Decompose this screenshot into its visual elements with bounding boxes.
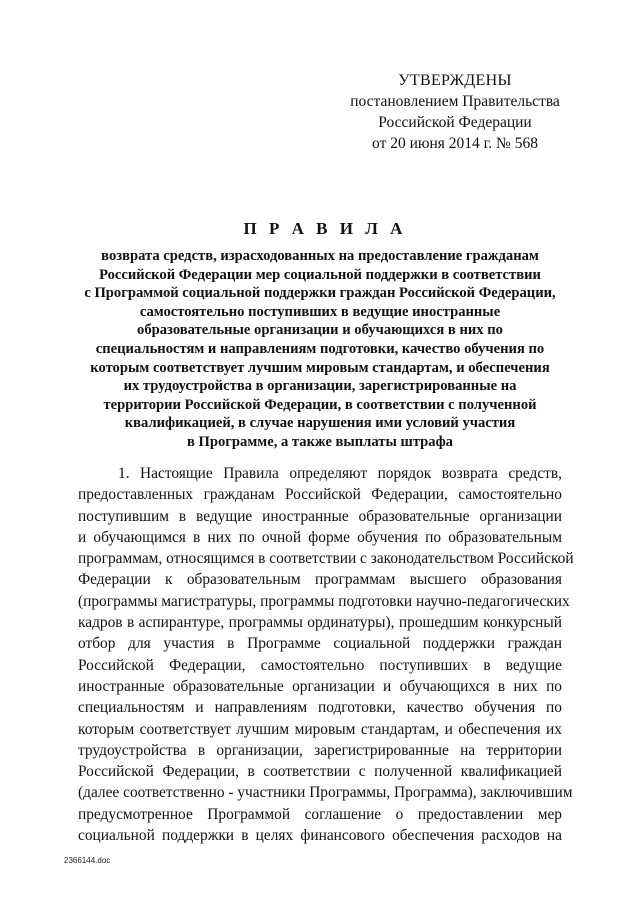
subtitle-line: образовательные организации и обучающихся в них по: [137, 322, 503, 339]
paragraph-line: (программы магистратуры, программы подготовки научно-педагогических: [78, 592, 570, 610]
document-subtitle: [60, 247, 580, 452]
paragraph-line: кадров в аспирантуре, программы ординатуры), прошедшим конкурсный: [78, 614, 562, 632]
paragraph-line: предусмотренное Программой соглашение о предоставлении мер: [78, 805, 562, 823]
paragraph-line: иностранные образовательные организации и обучающихся в них по: [78, 677, 562, 695]
paragraph-line: поступившим в ведущие иностранные образовательные организации: [78, 507, 562, 525]
document-title: П Р А В И Л А: [243, 219, 407, 238]
approval-line-1: постановлением Правительства: [350, 93, 560, 110]
paragraph-line: предоставленных гражданам Российской Федерации, самостоятельно: [78, 486, 562, 504]
approval-block: [340, 70, 570, 154]
subtitle-line: их трудоустройства в организации, зарегистрированные на: [123, 378, 517, 395]
approval-title: УТВЕРЖДЕНЫ: [398, 72, 512, 89]
paragraph-line: и обучающимся в них по очной форме обучения по образовательным: [78, 528, 562, 546]
footer-filename: 2366144.doc: [64, 856, 111, 865]
subtitle-line: с Программой социальной поддержки граждан Российской Федерации,: [84, 285, 556, 302]
subtitle-line: территории Российской Федерации, в соответствии с полученной: [103, 396, 537, 413]
subtitle-line: возврата средств, израсходованных на предоставление гражданам: [101, 248, 539, 264]
subtitle-line: в Программе, а также выплаты штрафа: [187, 433, 453, 450]
approval-line-2: Российской Федерации: [378, 114, 532, 131]
subtitle-line: квалификацией, в случае нарушения ими условий участия: [124, 415, 516, 432]
paragraph-line: Российской Федерации, самостоятельно поступивших в ведущие: [78, 656, 562, 674]
subtitle-line: которым соответствует лучшим мировым стандартам, и обеспечения: [90, 359, 550, 376]
approval-line-3: от 20 июня 2014 г. № 568: [372, 135, 538, 152]
paragraph-line: специальностям и направлениям подготовки, качество обучения по: [78, 699, 562, 717]
paragraph-line: 1. Настоящие Правила определяют порядок возврата средств,: [118, 465, 562, 482]
paragraph-line: (далее соответственно - участники Программы, Программа), заключившим: [78, 784, 573, 802]
paragraph-line: трудоустройства в организации, зарегистрированные на территории: [78, 741, 562, 759]
subtitle-line: самостоятельно поступивших в ведущие иностранные: [139, 303, 501, 320]
paragraph-line: программам, относящимся в соответствии с законодательством Российской: [78, 550, 574, 568]
paragraph-line: Российской Федерации, в соответствии с полученной квалификацией: [78, 763, 562, 781]
paragraph-line: которым соответствует лучшим мировым стандартам, и обеспечения их: [78, 720, 562, 738]
paragraph-line: отбор для участия в Программе социальной поддержки граждан: [78, 635, 562, 653]
paragraph-1: [78, 463, 574, 846]
subtitle-line: Российской Федерации мер социальной поддержки в соответствии: [99, 266, 541, 283]
subtitle-line: специальностям и направлениям подготовки, качество обучения по: [95, 340, 545, 357]
paragraph-line: социальной поддержки в целях финансового обеспечения расходов на: [78, 827, 562, 845]
paragraph-line: Федерации к образовательным программам высшего образования: [78, 571, 562, 589]
